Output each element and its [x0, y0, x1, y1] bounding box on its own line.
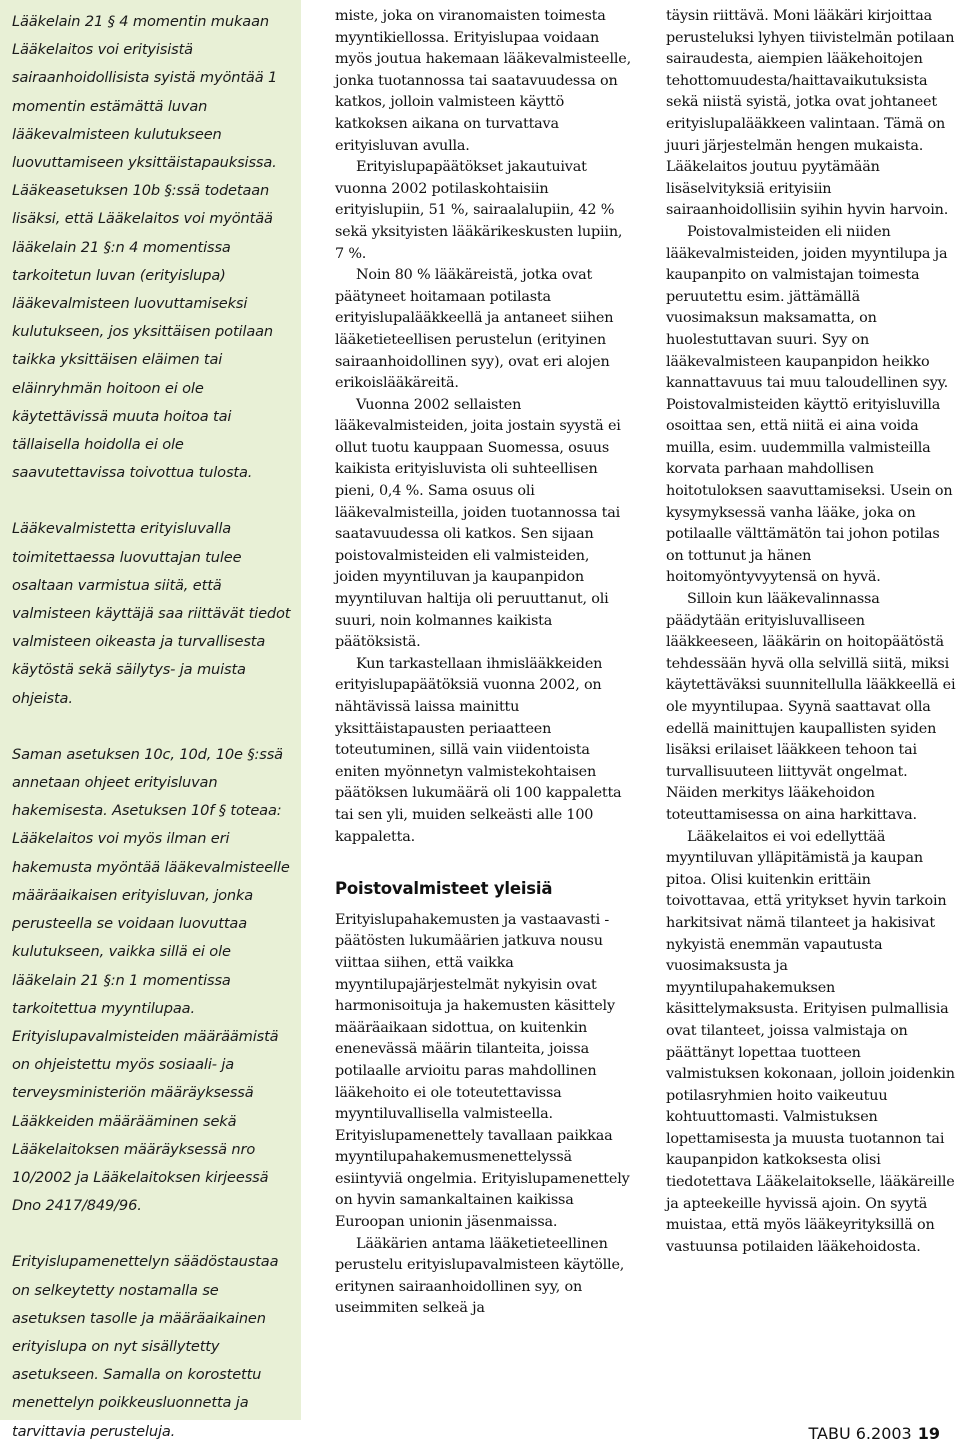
body-paragraph: Kun tarkastellaan ihmislääkkeiden erityislupapäätöksiä vuonna 2002, on nähtävissä laissa mainittu yksittäistapausten periaatteen toteutuminen, sillä vain viidentoista eniten myönnetyn valmistekohtaisen päätöksen lukumäärä oli 100 kappaletta tai sen yli, muiden selkeästi alle 100 kappaletta.	[335, 655, 622, 845]
sidebar-paragraph: Saman asetuksen 10c, 10d, 10e §:ssä annetaan ohjeet erityisluvan hakemisesta. Asetuksen 10f § toteaa: Lääkelaitos voi myös ilman eri hakemusta myöntää lääkevalmisteelle määräaikaisen erityisluvan, jonka perusteella se voidaan luovuttaa kulutukseen, vaikka sillä ei ole lääkelain 21 §:n 1 momentissa tarkoitettua myyntilupaa. Erityislupavalmisteiden määräämistä on ohjeistettu myös sosiaali- ja terveysministeriön määräyksessä Lääkkeiden määrääminen sekä Lääkelaitoksen määräyksessä nro 10/2002 ja Lääkelaitoksen kirjeessä Dno 2417/849/96.	[12, 745, 290, 1215]
sidebar-paragraph: Erityislupamenettelyn säädöstaustaa on selkeytetty nostamalla se asetuksen tasolle ja määräaikainen erityislupa on nyt sisällytetty asetukseen. Samalla on korostettu menettelyn poikkeusluonnetta ja tarvittavia perusteluja.	[12, 1253, 279, 1440]
body-column-3	[666, 6, 956, 1258]
section-heading: Poistovalmisteet yleisiä	[335, 879, 553, 899]
body-paragraph: täysin riittävä. Moni lääkäri kirjoittaa perusteluksi lyhyen tiivistelmän potilaan sairaudesta, aiempien lääkehoitojen tehottomuudesta/haittavaikutuksista sekä niistä syistä, jotka ovat johtaneet erityislupalääkkeen valintaan. Tämä on juuri järjestelmän hengen mukaista. Lääkelaitos joutuu pyytämään lisäselvityksiä erityisiin sairaanhoidollisiin syihin hyvin harvoin.	[666, 8, 955, 219]
body-paragraph: Erityislupahakemusten ja vastaavasti -päätösten lukumäärien jatkuva nousu viittaa siihen, että vaikka myyntilupajärjestelmät nykyisin ovat harmonisoituja ja hakemusten käsittely määräaikaan sidottua, on kuitenkin enenevässä määrin tilanteita, joissa potilaalle arvioitu paras mahdollinen lääkehoito ei ole toteutettavissa myyntiluvallisella valmisteella. Erityislupamenettely tavallaan paikkaa myyntilupahakemusmenettelyssä esiintyviä ongelmia. Erityislupamenettely on hyvin samankaltainen kaikissa Euroopan unionin jäsenmaissa.	[335, 911, 630, 1231]
body-paragraph: Lääkelaitos ei voi edellyttää myyntiluvan ylläpitämistä ja kaupan pitoa. Olisi kuitenkin erittäin toivottavaa, että yritykset hyvin tarkoin harkitsivat nämä tilanteet ja hakisivat nykyistä enemmän vapautusta vuosimaksusta ja myyntilupahakemuksen käsittelymaksusta. Erityisen pulmallisia ovat tilanteet, joissa valmistaja on päättänyt lopettaa tuotteen valmistuksen kokonaan, jolloin joidenkin potilasryhmien hoito vaikeutuu kohtuuttomasti. Valmistuksen lopettamisesta ja muusta tuotannon tai kaupanpidon katkoksesta olisi tiedotettava Lääkelaitokselle, lääkäreille ja apteekeille hyvissä ajoin. On syytä muistaa, että myös lääkeyrityksillä on vastuunsa potilaiden lääkehoidosta.	[666, 828, 955, 1255]
body-paragraph: Vuonna 2002 sellaisten lääkevalmisteiden, joita jostain syystä ei ollut tuotu kauppaan Suomessa, osuus kaikista erityisluvista oli suhteellisen pieni, 0,4 %. Sama osuus oli lääkevalmisteilla, joiden tuotannossa tai saatavuudessa oli katkos. Sen sijaan poistovalmisteiden eli valmisteiden, joiden myyntiluvan ja kaupanpidon myyntiluvan haltija oli peruuttanut, oli suuri, noin kolmannes kaikista päätöksistä.	[335, 396, 621, 651]
body-paragraph: miste, joka on viranomaisten toimesta myyntikiellossa. Erityislupaa voidaan myös joutua hakemaan lääkevalmisteelle, jonka tuotannossa tai saatavuudessa on katkos, jolloin valmisteen käyttö katkoksen aikana on turvattava erityisluvan avulla.	[335, 8, 631, 154]
page-number: 19	[917, 1424, 940, 1443]
body-paragraph: Poistovalmisteiden eli niiden lääkevalmisteiden, joiden myyntilupa ja kaupanpito on valmistajan toimesta peruutettu esim. jättämällä vuosimaksun maksamatta, on huolestuttavan suuri. Syy on lääkevalmisteen kaupanpidon heikko kannattavuus tai muu taloudellinen syy. Poistovalmisteiden käyttö erityisluvilla osoittaa sen, että niitä ei aina voida muilla, esim. uudemmilla valmisteilla korvata parhaan mahdollisen hoitotuloksen saavuttamiseksi. Usein on kysymyksessä vanha lääke, joka on potilaalle välttämätön tai johon potilas on tottunut ja hänen hoitomyöntyvyytensä on hyvä.	[666, 223, 953, 586]
body-paragraph: Lääkärien antama lääketieteellinen perustelu erityislupavalmisteen käytölle, eritynen sairaanhoidollinen syy, on useimmiten selkeä ja	[335, 1235, 625, 1317]
publication-label: TABU 6.2003	[808, 1424, 912, 1443]
sidebar-paragraph: Lääkevalmistetta erityisluvalla toimitettaessa luovuttajan tulee osaltaan varmistua siitä, että valmisteen käyttäjä saa riittävät tiedot valmisteen oikeasta ja turvallisesta käytöstä sekä säilytys- ja muista ohjeista.	[12, 520, 291, 707]
page-footer	[809, 1424, 941, 1443]
sidebar-box	[0, 0, 301, 1440]
body-paragraph: Silloin kun lääkevalinnassa päädytään erityisluvalliseen lääkkeeseen, lääkärin on hoitopäätöstä tehdessään hyvä olla selvillä siitä, miksi käytettäväksi suunnitellulla lääkkeellä ei ole myyntilupaa. Syynä saattavat olla edellä mainittujen kaupallisten syiden lisäksi erilaiset lääkkeen tehoon tai turvallisuuteen liittyvät ongelmat. Näiden merkitys lääkehoidon toteuttamisessa on aina harkittava.	[666, 591, 956, 823]
sidebar-paragraph: Lääkelain 21 § 4 momentin mukaan Lääkelaitos voi erityisistä sairaanhoidollisista syistä myöntää 1 momentin estämättä luvan lääkevalmisteen kulutukseen luovuttamiseen yksittäistapauksissa. Lääkeasetuksen 10b §:ssä todetaan lisäksi, että Lääkelaitos voi myöntää lääkelain 21 §:n 4 momentissa tarkoitetun luvan (erityislupa) lääkevalmisteen luovuttamiseksi kulutukseen, jos yksittäisen potilaan taikka yksittäisen eläimen tai eläinryhmän hoitoon ei ole käytettävissä muuta hoitoa tai tällaisella hoidolla ei ole saavutettavissa toivottua tulosta.	[12, 13, 278, 482]
body-paragraph: Noin 80 % lääkäreistä, jotka ovat päätyneet hoitamaan potilasta erityislupalääkkeellä ja antaneet siihen lääketieteellisen perustelun (erityinen sairaanhoidollinen syy), ovat eri alojen erikoislääkäreitä.	[335, 267, 614, 392]
body-column-2	[335, 6, 631, 1320]
body-paragraph: Erityislupapäätökset jakautuivat vuonna 2002 potilaskohtaisiin erityislupiin, 51 %, sairaalalupiin, 42 % sekä yksityisten lääkärikeskusten lupiin, 7 %.	[335, 159, 623, 262]
